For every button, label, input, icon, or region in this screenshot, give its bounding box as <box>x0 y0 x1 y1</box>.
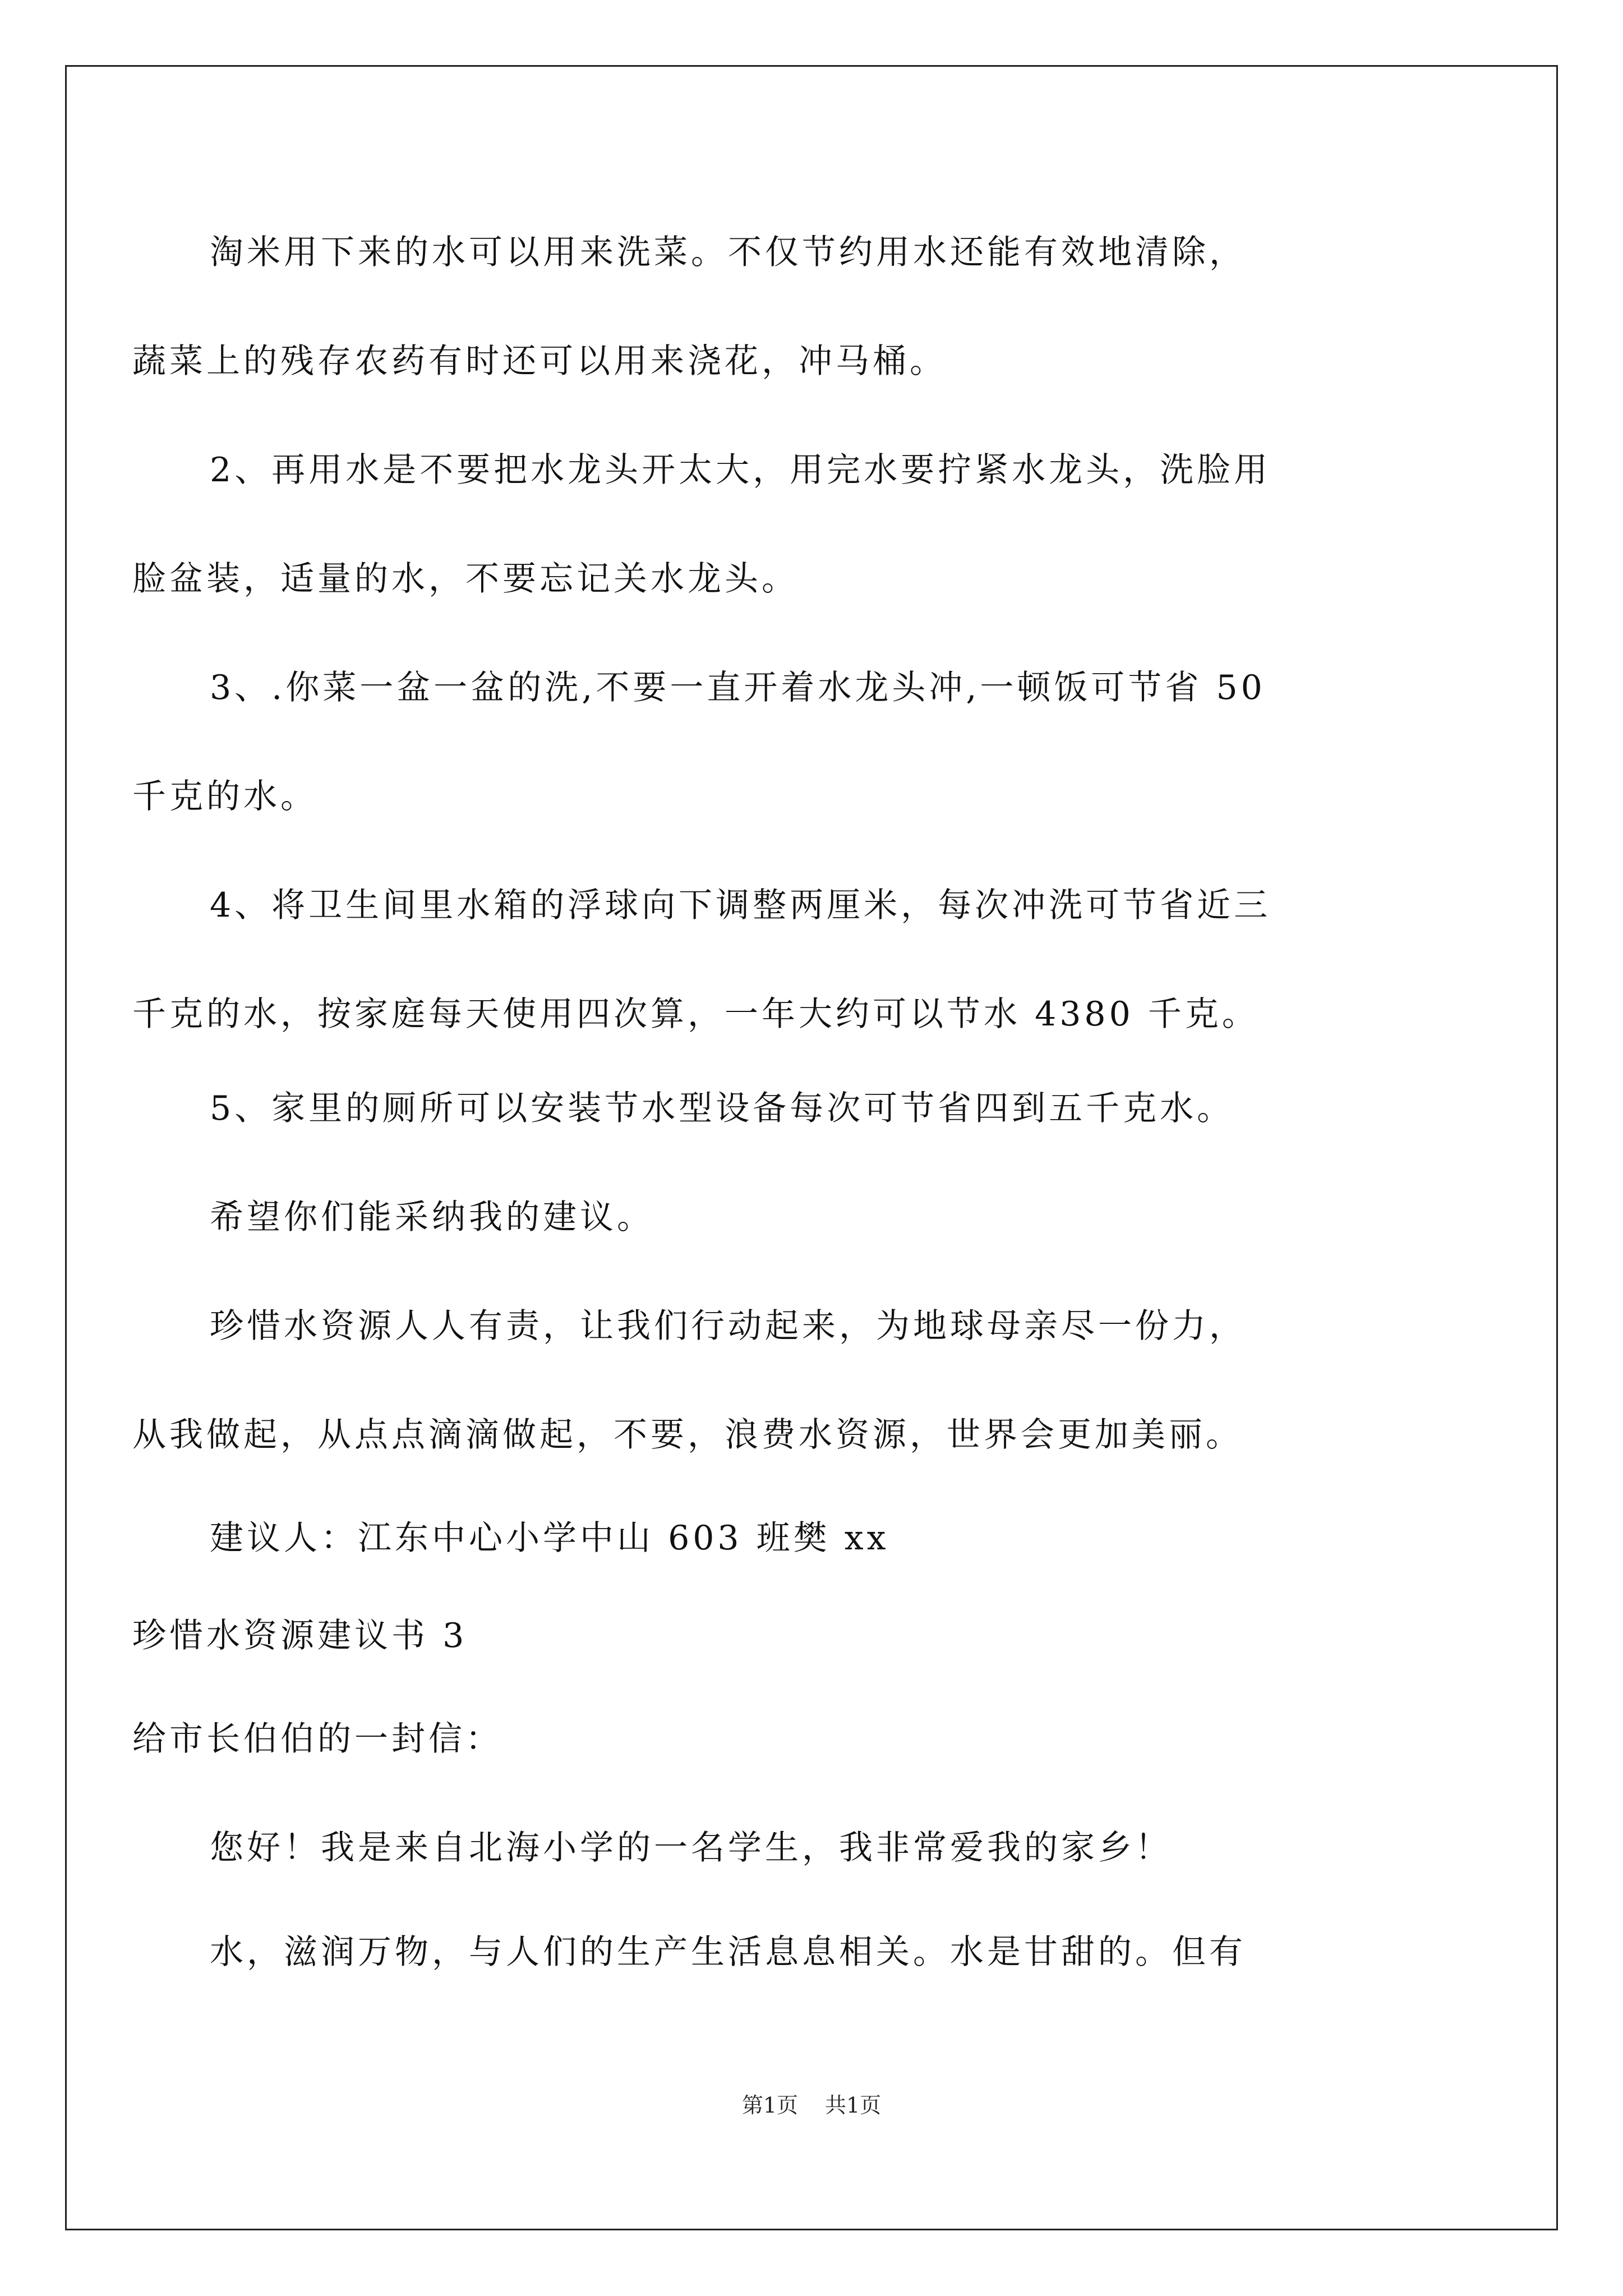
page-footer <box>0 2091 1623 2119</box>
text-line: 您好！我是来自北海小学的一名学生，我非常爱我的家乡！ <box>210 1828 1172 1867</box>
text-line: 5、家里的厕所可以安装节水型设备每次可节省四到五千克水。 <box>210 1089 1234 1128</box>
text-line: 希望你们能采纳我的建议。 <box>210 1198 654 1237</box>
text-line: 脸盆装，适量的水，不要忘记关水龙头。 <box>132 559 799 599</box>
page-number: 第1页 <box>741 2093 798 2118</box>
text-line: 从我做起，从点点滴滴做起，不要，浪费水资源，世界会更加美丽。 <box>132 1415 1243 1455</box>
text-line: 2、再用水是不要把水龙头开太大，用完水要拧紧水龙头，洗脸用 <box>210 450 1271 490</box>
text-line: 千克的水。 <box>132 777 317 816</box>
page-total: 共1页 <box>825 2093 882 2118</box>
section-title: 珍惜水资源建议书 3 <box>132 1616 468 1655</box>
text-line: 蔬菜上的残存农药有时还可以用来浇花，冲马桶。 <box>132 342 947 381</box>
text-line: 4、将卫生间里水箱的浮球向下调整两厘米，每次冲洗可节省近三 <box>210 886 1271 925</box>
text-line: 淘米用下来的水可以用来洗菜。不仅节约用水还能有效地清除， <box>210 233 1246 272</box>
text-line: 水，滋润万物，与人们的生产生活息息相关。水是甘甜的。但有 <box>210 1932 1246 1972</box>
text-line: 珍惜水资源人人有责，让我们行动起来，为地球母亲尽一份力， <box>210 1306 1246 1346</box>
text-line: 建议人：江东中心小学中山 603 班樊 xx <box>210 1519 889 1558</box>
text-line: 3、.你菜一盆一盆的洗,不要一直开着水龙头冲,一顿饭可节省 50 <box>210 668 1266 707</box>
page-border <box>65 65 1558 2230</box>
salutation: 给市长伯伯的一封信： <box>132 1719 502 1759</box>
text-line: 千克的水，按家庭每天使用四次算，一年大约可以节水 4380 千克。 <box>132 995 1259 1034</box>
